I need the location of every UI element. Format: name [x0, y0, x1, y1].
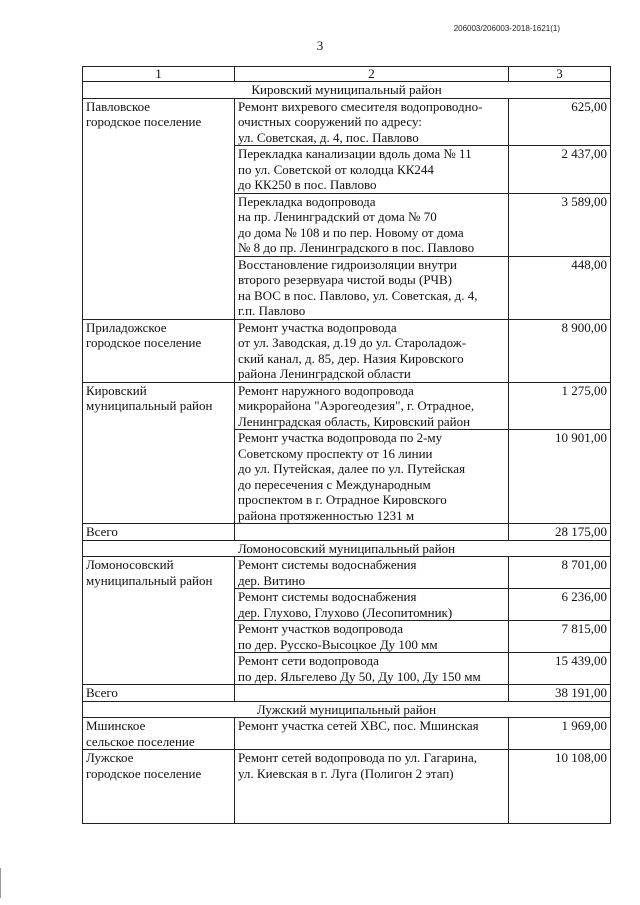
- section-title-row: [83, 82, 611, 99]
- column-header: 2: [235, 67, 509, 82]
- amount-value: 10 108,00: [509, 750, 611, 824]
- work-description: Ремонт системы водоснабжения дер. Глухово, Глухово (Лесопитомник): [235, 589, 509, 621]
- total-amount: 28 175,00: [509, 524, 611, 541]
- total-row: [83, 685, 611, 702]
- amount-value: 625,00: [509, 98, 611, 146]
- municipality-name: Лужское городское поселение: [83, 750, 235, 824]
- table-row: [83, 382, 611, 430]
- total-empty-cell: [235, 685, 509, 702]
- amount-value: 1 969,00: [509, 718, 611, 750]
- table-row: [83, 319, 611, 382]
- work-description: Ремонт вихревого смесителя водопроводно- очистных сооружений по адресу: ул. Советская, д. 4, пос. Павлово: [235, 98, 509, 146]
- work-description: Ремонт сетей водопровода по ул. Гагарина, ул. Киевская в г. Луга (Полигон 2 этап): [235, 750, 509, 824]
- amount-value: 15 439,00: [509, 653, 611, 685]
- total-row: [83, 524, 611, 541]
- column-header: 3: [509, 67, 611, 82]
- section-title: Кировский муниципальный район: [83, 82, 611, 99]
- table-row: [83, 557, 611, 589]
- section-title-row: [83, 540, 611, 557]
- amount-value: 3 589,00: [509, 193, 611, 256]
- total-label: Всего: [83, 685, 235, 702]
- amount-value: 8 900,00: [509, 319, 611, 382]
- table-row: [83, 718, 611, 750]
- document-id: 206003/206003-2018-1621(1): [453, 24, 560, 33]
- column-header: 1: [83, 67, 235, 82]
- work-description: Ремонт сети водопровода по дер. Яльгелево Ду 50, Ду 100, Ду 150 мм: [235, 653, 509, 685]
- expenditure-table: [82, 66, 611, 824]
- amount-value: 2 437,00: [509, 146, 611, 194]
- work-description: Ремонт участка сетей ХВС, пос. Мшинская: [235, 718, 509, 750]
- municipality-name: Приладожское городское поселение: [83, 319, 235, 382]
- total-amount: 38 191,00: [509, 685, 611, 702]
- work-description: Восстановление гидроизоляции внутри второго резервуара чистой воды (РЧВ) на ВОС в пос. Павлово, ул. Советская, д. 4, г.п. Павлово: [235, 256, 509, 319]
- work-description: Ремонт участка водопровода от ул. Заводская, д.19 до ул. Староладож- ский канал, д. 85, дер. Назия Кировского района Ленинградской области: [235, 319, 509, 382]
- total-empty-cell: [235, 524, 509, 541]
- work-description: Ремонт наружного водопровода микрорайона "Аэрогеодезия", г. Отрадное, Ленинградская область, Кировский район: [235, 382, 509, 430]
- total-label: Всего: [83, 524, 235, 541]
- section-title-row: [83, 701, 611, 718]
- work-description: Ремонт участков водопровода по дер. Русско-Высоцкое Ду 100 мм: [235, 621, 509, 653]
- municipality-name: Ломоносовский муниципальный район: [83, 557, 235, 685]
- amount-value: 448,00: [509, 256, 611, 319]
- page-number: 3: [316, 38, 324, 53]
- municipality-name: Мшинское сельское поселение: [83, 718, 235, 750]
- amount-value: 8 701,00: [509, 557, 611, 589]
- table-row: [83, 98, 611, 146]
- work-description: Ремонт системы водоснабжения дер. Витино: [235, 557, 509, 589]
- scan-edge-mark: [0, 868, 4, 898]
- work-description: Ремонт участка водопровода по 2-му Советскому проспекту от 16 линии до ул. Путейская, далее по ул. Путейская до пересечения с Международным проспектом в г. Отрадное Кировского района протяженностью 1231 м: [235, 430, 509, 524]
- amount-value: 10 901,00: [509, 430, 611, 524]
- section-title: Ломоносовский муниципальный район: [83, 540, 611, 557]
- work-description: Перекладка канализации вдоль дома № 11 по ул. Советской от колодца КК244 до КК250 в пос. Павлово: [235, 146, 509, 194]
- amount-value: 1 275,00: [509, 382, 611, 430]
- table-row: [83, 750, 611, 824]
- amount-value: 7 815,00: [509, 621, 611, 653]
- amount-value: 6 236,00: [509, 589, 611, 621]
- section-title: Лужский муниципальный район: [83, 701, 611, 718]
- municipality-name: Кировский муниципальный район: [83, 382, 235, 524]
- work-description: Перекладка водопровода на пр. Ленинградский от дома № 70 до дома № 108 и по пер. Новому от дома № 8 до пр. Ленинградского в пос. Павлово: [235, 193, 509, 256]
- table-header-row: [83, 67, 611, 82]
- municipality-name: Павловское городское поселение: [83, 98, 235, 319]
